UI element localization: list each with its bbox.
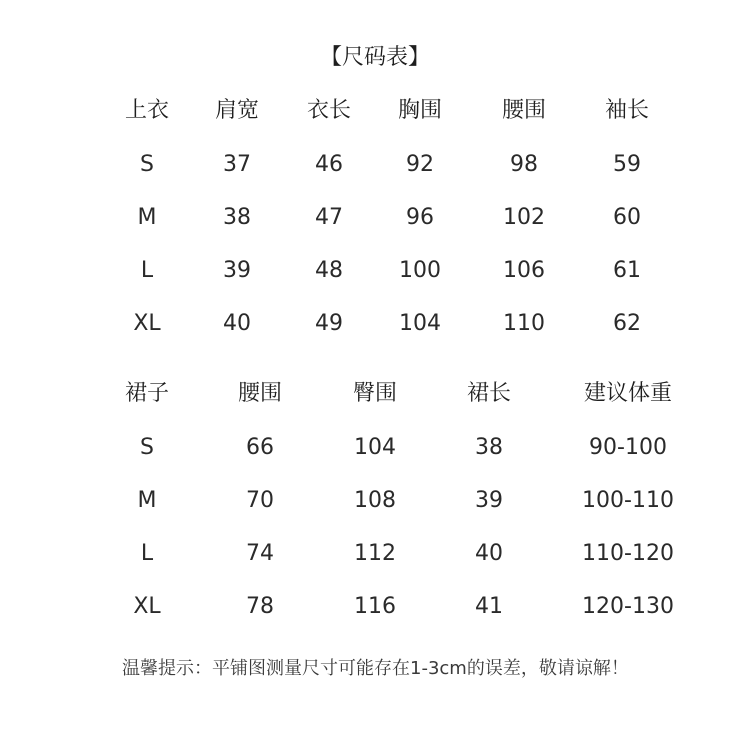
top-header-cell: 袖长: [604, 98, 650, 123]
top-header-cell: 胸围: [397, 98, 443, 123]
top-value-cell: 46: [315, 152, 343, 177]
top-value-cell: 37: [223, 152, 251, 177]
skirt-value-cell: 39: [475, 488, 503, 513]
top-value-cell: 104: [399, 311, 441, 336]
skirt-value-cell: 74: [246, 541, 274, 566]
skirt-header-cell: 臀围: [352, 381, 398, 406]
top-value-cell: 98: [510, 152, 538, 177]
top-value-cell: 106: [503, 258, 545, 283]
skirt-value-cell: 120-130: [582, 594, 674, 619]
skirt-value-cell: 108: [354, 488, 396, 513]
top-value-cell: 62: [613, 311, 641, 336]
top-size-label: M: [137, 205, 157, 230]
top-value-cell: 110: [503, 311, 545, 336]
skirt-value-cell: 90-100: [589, 435, 667, 460]
top-value-cell: 96: [406, 205, 434, 230]
skirt-header-cell: 裙长: [466, 381, 512, 406]
top-value-cell: 60: [613, 205, 641, 230]
skirt-size-label: XL: [133, 594, 161, 619]
skirt-value-cell: 40: [475, 541, 503, 566]
top-header-cell: 肩宽: [214, 98, 260, 123]
skirt-header-cell: 建议体重: [583, 381, 673, 406]
top-size-label: L: [140, 258, 154, 283]
skirt-header-cell: 裙子: [124, 381, 170, 406]
skirt-size-label: S: [140, 435, 154, 460]
measurement-note: 温馨提示：平铺图测量尺寸可能存在1-3cm的误差，敬请谅解！: [122, 658, 629, 679]
skirt-size-label: L: [140, 541, 154, 566]
top-header-cell: 腰围: [501, 98, 547, 123]
size-chart-title: 【尺码表】: [319, 45, 430, 70]
top-value-cell: 48: [315, 258, 343, 283]
top-value-cell: 38: [223, 205, 251, 230]
top-value-cell: 92: [406, 152, 434, 177]
top-value-cell: 49: [315, 311, 343, 336]
top-header-cell: 上衣: [124, 98, 170, 123]
skirt-value-cell: 66: [246, 435, 274, 460]
skirt-value-cell: 41: [475, 594, 503, 619]
skirt-value-cell: 78: [246, 594, 274, 619]
skirt-size-label: M: [137, 488, 157, 513]
skirt-value-cell: 112: [354, 541, 396, 566]
top-value-cell: 59: [613, 152, 641, 177]
skirt-value-cell: 100-110: [582, 488, 674, 513]
top-value-cell: 100: [399, 258, 441, 283]
top-size-label: XL: [133, 311, 161, 336]
top-value-cell: 39: [223, 258, 251, 283]
top-value-cell: 102: [503, 205, 545, 230]
top-header-cell: 衣长: [306, 98, 352, 123]
skirt-value-cell: 116: [354, 594, 396, 619]
skirt-value-cell: 104: [354, 435, 396, 460]
top-value-cell: 40: [223, 311, 251, 336]
skirt-value-cell: 38: [475, 435, 503, 460]
top-size-label: S: [140, 152, 154, 177]
top-value-cell: 47: [315, 205, 343, 230]
skirt-header-cell: 腰围: [237, 381, 283, 406]
skirt-value-cell: 110-120: [582, 541, 674, 566]
skirt-value-cell: 70: [246, 488, 274, 513]
top-value-cell: 61: [613, 258, 641, 283]
